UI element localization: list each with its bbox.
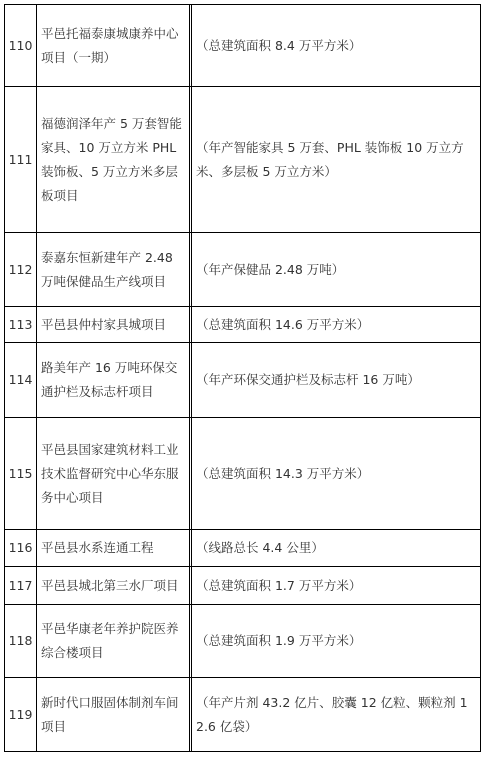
table-row <box>5 307 481 343</box>
project-scale: （年产智能家具 5 万套、PHL 装饰板 10 万立方米、多层板 5 万立方米） <box>192 87 481 233</box>
row-number: 115 <box>5 418 37 530</box>
table-row <box>5 5 481 87</box>
table-row <box>5 233 481 307</box>
table-row <box>5 87 481 233</box>
project-scale: （年产保健品 2.48 万吨） <box>192 233 481 307</box>
row-number: 110 <box>5 5 37 87</box>
project-scale: （总建筑面积 14.6 万平方米） <box>192 307 481 343</box>
project-name: 路美年产 16 万吨环保交通护栏及标志杆项目 <box>37 343 190 418</box>
project-name: 平邑华康老年养护院医养综合楼项目 <box>37 605 190 678</box>
project-name: 泰嘉东恒新建年产 2.48 万吨保健品生产线项目 <box>37 233 190 307</box>
project-name: 福德润泽年产 5 万套智能家具、10 万立方米 PHL 装饰板、5 万立方米多层板项目 <box>37 87 190 233</box>
row-number: 116 <box>5 530 37 567</box>
row-number: 113 <box>5 307 37 343</box>
table-row <box>5 343 481 418</box>
project-scale: （总建筑面积 14.3 万平方米） <box>192 418 481 530</box>
project-table <box>4 4 481 752</box>
project-name: 平邑县仲村家具城项目 <box>37 307 190 343</box>
project-name: 新时代口服固体制剂车间项目 <box>37 678 190 752</box>
table-row <box>5 530 481 567</box>
project-scale: （年产片剂 43.2 亿片、胶囊 12 亿粒、颗粒剂 12.6 亿袋） <box>192 678 481 752</box>
table-row <box>5 567 481 605</box>
project-scale: （总建筑面积 1.9 万平方米） <box>192 605 481 678</box>
row-number: 114 <box>5 343 37 418</box>
table-row <box>5 418 481 530</box>
row-number: 119 <box>5 678 37 752</box>
row-number: 111 <box>5 87 37 233</box>
project-name: 平邑县水系连通工程 <box>37 530 190 567</box>
row-number: 117 <box>5 567 37 605</box>
project-name: 平邑托福泰康城康养中心项目（一期） <box>37 5 190 87</box>
project-scale: （总建筑面积 1.7 万平方米） <box>192 567 481 605</box>
project-scale: （总建筑面积 8.4 万平方米） <box>192 5 481 87</box>
row-number: 118 <box>5 605 37 678</box>
project-scale: （线路总长 4.4 公里） <box>192 530 481 567</box>
project-name: 平邑县国家建筑材料工业技术监督研究中心华东服务中心项目 <box>37 418 190 530</box>
row-number: 112 <box>5 233 37 307</box>
table-row <box>5 678 481 752</box>
table-row <box>5 605 481 678</box>
project-name: 平邑县城北第三水厂项目 <box>37 567 190 605</box>
project-scale: （年产环保交通护栏及标志杆 16 万吨） <box>192 343 481 418</box>
